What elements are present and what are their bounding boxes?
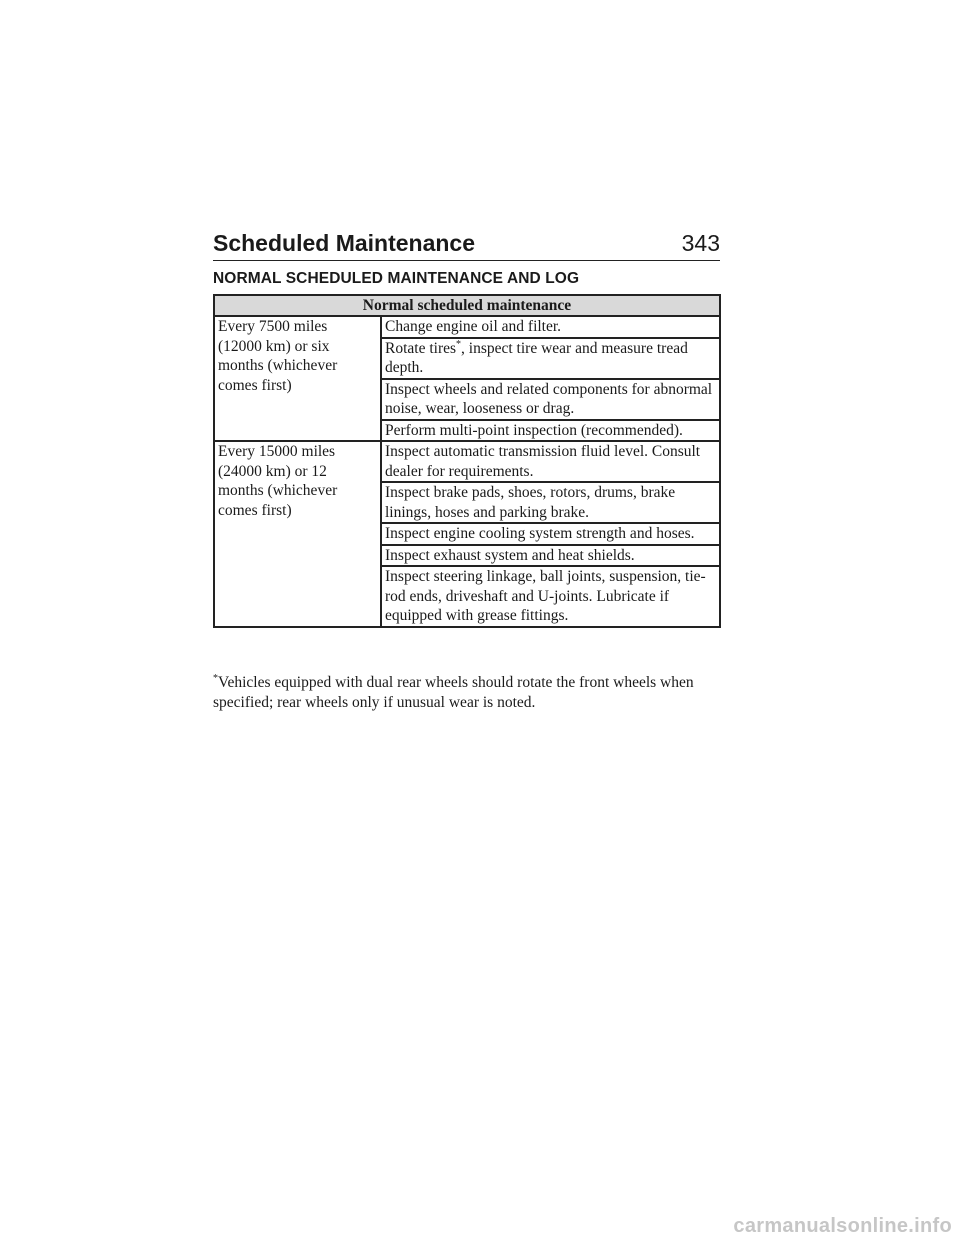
page-number: 343 (681, 230, 720, 256)
watermark: carmanualsonline.info (733, 1215, 952, 1237)
task-cell: Inspect steering linkage, ball joints, suspension, tie-rod ends, driveshaft and U-joints. Lubricate if equipped with grease fittings. (381, 566, 720, 627)
footnote-marker: * (456, 338, 462, 350)
task-cell: Rotate tires*, inspect tire wear and measure tread depth. (381, 338, 720, 379)
table-header: Normal scheduled maintenance (214, 295, 720, 316)
footnote (213, 673, 723, 712)
section-heading: NORMAL SCHEDULED MAINTENANCE AND LOG (213, 270, 580, 287)
task-cell: Inspect brake pads, shoes, rotors, drums, brake linings, hoses and parking brake. (381, 482, 720, 523)
table-header-row (214, 295, 720, 316)
task-cell: Inspect exhaust system and heat shields. (381, 545, 720, 567)
footnote-text: Vehicles equipped with dual rear wheels should rotate the front wheels when specified; rear wheels only if unusual wear is noted. (213, 674, 694, 711)
page-title: Scheduled Maintenance (213, 230, 476, 256)
interval-cell: Every 15000 miles (24000 km) or 12 months (whichever comes first) (214, 441, 381, 627)
table-row (214, 441, 720, 482)
table-row (214, 316, 720, 338)
maintenance-table (213, 294, 721, 628)
task-cell: Inspect automatic transmission fluid level. Consult dealer for requirements. (381, 441, 720, 482)
footnote-marker: * (213, 672, 218, 684)
interval-cell: Every 7500 miles (12000 km) or six months (whichever comes first) (214, 316, 381, 441)
page-header (213, 228, 720, 261)
task-cell: Inspect wheels and related components for abnormal noise, wear, looseness or drag. (381, 379, 720, 420)
task-cell: Inspect engine cooling system strength and hoses. (381, 523, 720, 545)
task-cell: Perform multi-point inspection (recommended). (381, 420, 720, 442)
task-cell: Change engine oil and filter. (381, 316, 720, 338)
table-body (214, 316, 720, 627)
